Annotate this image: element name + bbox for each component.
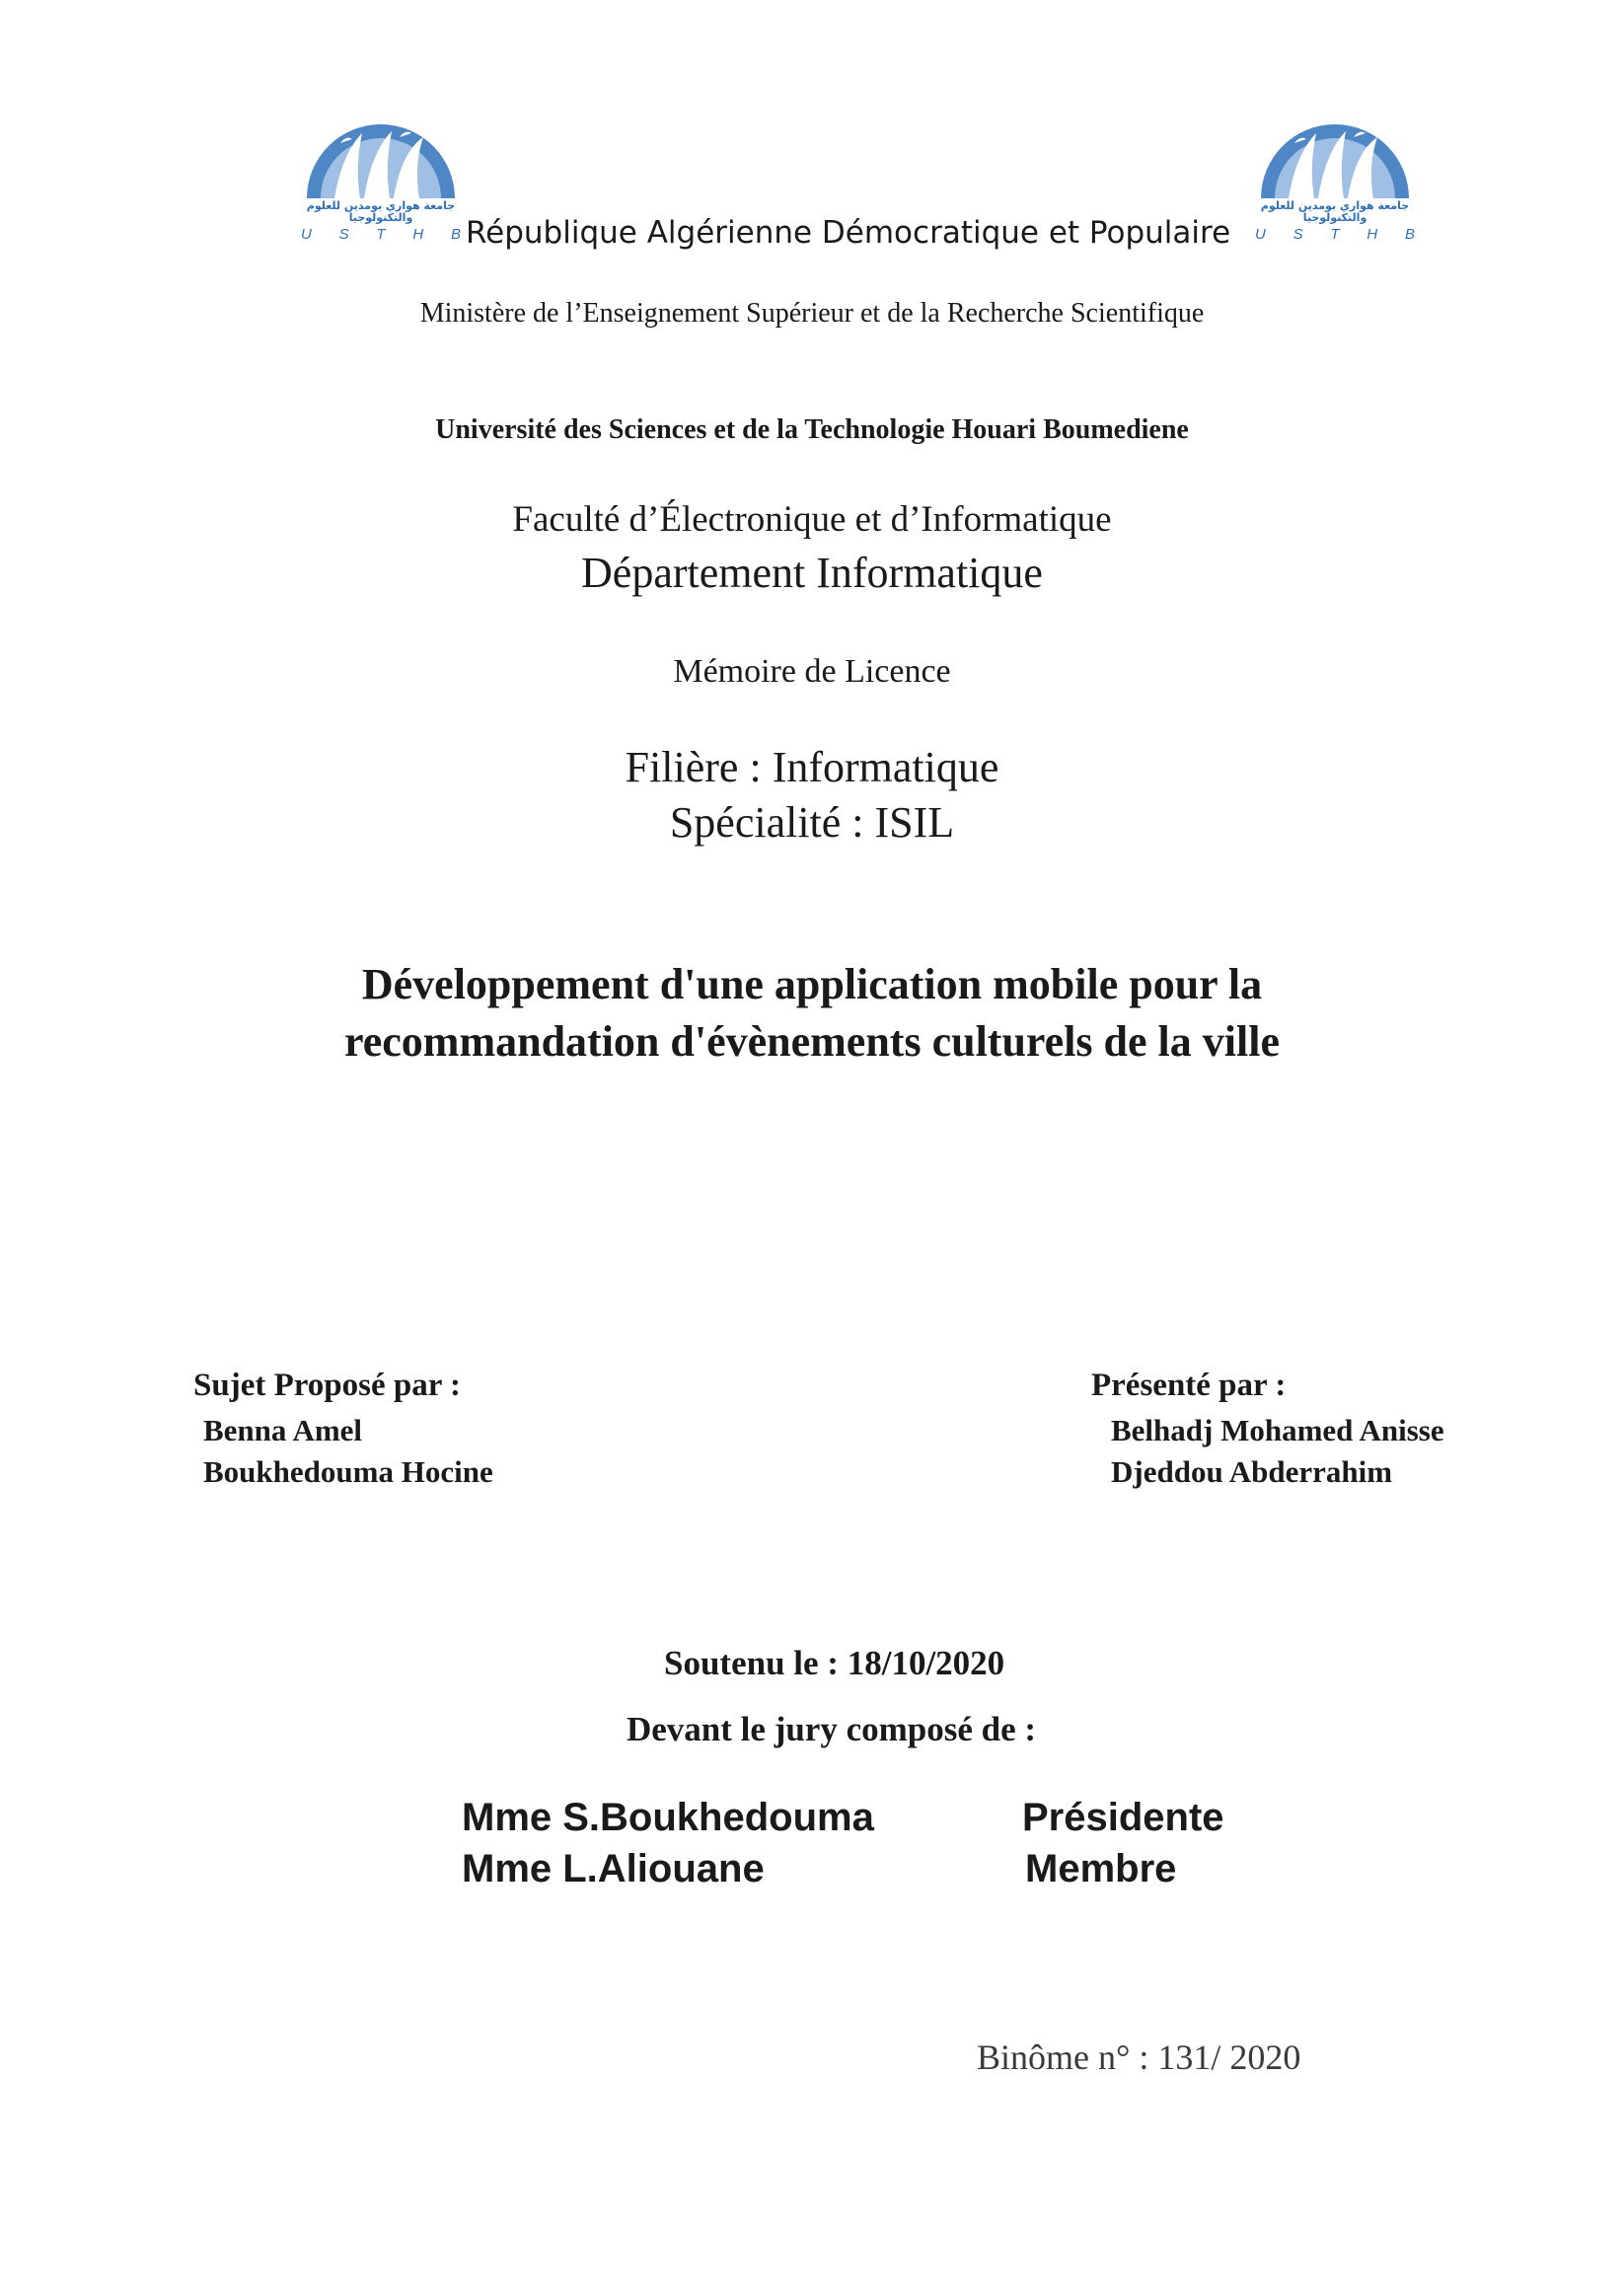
usthb-emblem-icon: [1255, 104, 1415, 202]
presented-label: Présenté par :: [1091, 1368, 1287, 1403]
usthb-logo-right: [1255, 104, 1415, 252]
thesis-title-line2: recommandation d'évènements culturels de la ville: [344, 1017, 1280, 1066]
logo-arabic-text: جامعة هواري بومدين للعلوم والتكنولوجيا: [1260, 199, 1410, 224]
proposed-name: Benna Amel: [203, 1413, 363, 1447]
ministry-heading: Ministère de l’Enseignement Supérieur et de la Recherche Scientifique: [419, 298, 1205, 329]
republic-heading: République Algérienne Démocratique et Populaire: [466, 215, 1231, 251]
usthb-emblem-icon: [301, 104, 461, 202]
thesis-title-line1: Développement d'une application mobile pour la: [361, 960, 1263, 1008]
defense-date: Soutenu le : 18/10/2020: [664, 1644, 1005, 1682]
specialite: Spécialité : ISIL: [669, 798, 955, 847]
logo-acronym: U S T H B: [1255, 226, 1415, 243]
proposed-name: Boukhedouma Hocine: [203, 1454, 493, 1489]
jury-member-name: Mme S.Boukhedouma: [462, 1796, 874, 1839]
jury-member-role: Présidente: [1022, 1796, 1224, 1839]
presented-name: Djeddou Abderrahim: [1111, 1454, 1393, 1489]
department-heading: Département Informatique: [581, 549, 1043, 597]
usthb-logo-left: [301, 104, 461, 252]
binome-number: Binôme n° : 131/ 2020: [977, 2037, 1301, 2077]
thesis-type: Mémoire de Licence: [673, 653, 951, 690]
logo-acronym: U S T H B: [301, 226, 461, 243]
proposed-label: Sujet Proposé par :: [193, 1368, 462, 1403]
university-heading: Université des Sciences et de la Technologie Houari Boumediene: [435, 414, 1189, 445]
faculty-heading: Faculté d’Électronique et d’Informatique: [512, 499, 1112, 540]
jury-member-name: Mme L.Aliouane: [462, 1847, 765, 1890]
filiere: Filière : Informatique: [625, 743, 999, 791]
jury-member-role: Membre: [1025, 1847, 1177, 1890]
jury-label: Devant le jury composé de :: [627, 1710, 1037, 1748]
logo-arabic-text: جامعة هواري بومدين للعلوم والتكنولوجيا: [306, 199, 456, 224]
presented-name: Belhadj Mohamed Anisse: [1111, 1413, 1444, 1447]
